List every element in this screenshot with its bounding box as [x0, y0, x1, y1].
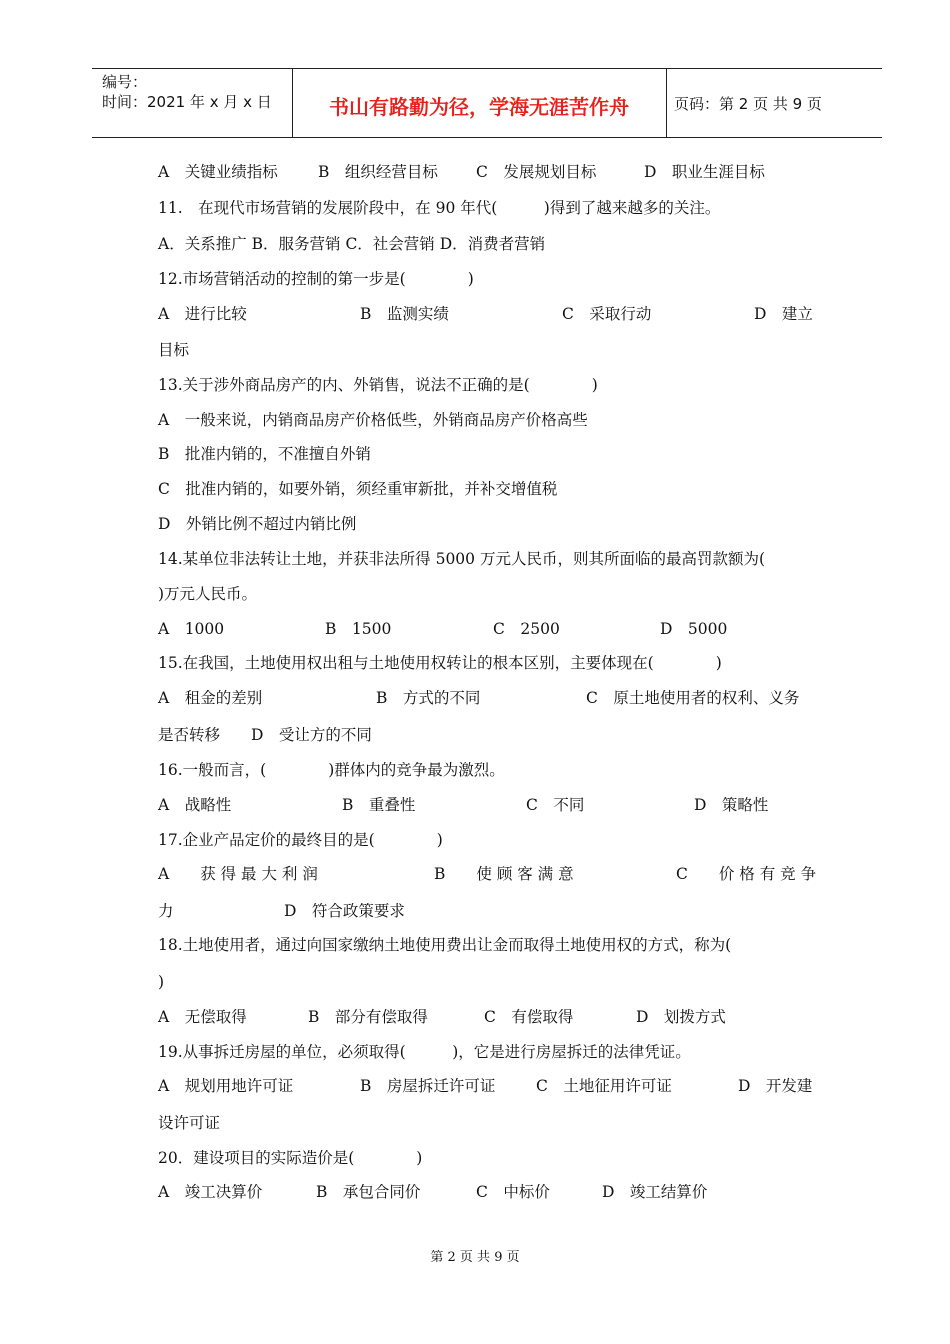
text-segment: A．关系推广 B．服务营销 C．社会营销 D．消费者营销	[158, 235, 546, 253]
text-segment: A 进行比较	[158, 305, 247, 323]
text-segment: C 批准内销的，如要外销，须经重审新批，并补交增值税	[158, 480, 558, 498]
text-segment: B 批准内销的，不准擅自外销	[158, 445, 371, 463]
text-segment: D 职业生涯目标	[644, 163, 765, 181]
text-segment: 力	[158, 902, 174, 920]
text-segment: A 关键业绩指标	[158, 163, 278, 181]
text-segment: A 租金的差别	[158, 689, 263, 707]
text-segment: 18.土地使用者，通过向国家缴纳土地使用费出让金而取得土地使用权的方式，称为(	[158, 936, 732, 954]
text-segment: C 土地征用许可证	[536, 1077, 672, 1095]
text-segment: A 无偿取得	[158, 1008, 247, 1026]
text-segment: D 符合政策要求	[284, 902, 405, 920]
text-segment: 12.市场营销活动的控制的第一步是( )	[158, 270, 474, 288]
motto-text: 书山有路勤为径，学海无涯苦作舟	[329, 95, 629, 119]
text-segment: C 中标价	[476, 1183, 550, 1201]
text-segment: 11. 在现代市场营销的发展阶段中，在 90 年代( )得到了越来越多的关注。	[158, 199, 721, 217]
header-page-cell	[666, 69, 882, 137]
text-segment: D 5000	[660, 620, 728, 638]
page-header	[92, 68, 882, 138]
text-segment: 15.在我国，土地使用权出租与土地使用权转让的根本区别，主要体现在( )	[158, 654, 722, 672]
text-segment: D 外销比例不超过内销比例	[158, 515, 357, 533]
text-segment: 13.关于涉外商品房产的内、外销售，说法不正确的是( )	[158, 376, 598, 394]
page-footer: 第 2 页 共 9 页	[430, 1250, 520, 1265]
text-segment: D 策略性	[694, 796, 769, 814]
time-label: 时间：2021 年 x 月 x 日	[102, 93, 272, 111]
text-segment: B 重叠性	[342, 796, 416, 814]
text-segment: A 规划用地许可证	[158, 1077, 294, 1095]
text-segment: C 有偿取得	[484, 1008, 574, 1026]
text-segment: 目标	[158, 341, 190, 359]
page-info: 页码：第 2 页 共 9 页	[674, 95, 822, 113]
text-segment: B 1500	[325, 620, 392, 638]
text-segment: D 划拨方式	[636, 1008, 726, 1026]
text-segment: 20．建设项目的实际造价是( )	[158, 1149, 423, 1167]
text-segment: B 方式的不同	[376, 689, 481, 707]
text-segment: A 战略性	[158, 796, 232, 814]
text-segment: D 竣工结算价	[602, 1183, 708, 1201]
header-motto-cell	[292, 69, 667, 137]
text-segment: 16.一般而言，( )群体内的竞争最为激烈。	[158, 761, 505, 779]
text-segment: B 房屋拆迁许可证	[360, 1077, 496, 1095]
text-segment: 14.某单位非法转让土地，并获非法所得 5000 万元人民币，则其所面临的最高罚款额为(	[158, 550, 766, 568]
text-segment: C 采取行动	[562, 305, 652, 323]
text-segment: )	[158, 973, 165, 991]
text-segment: B 部分有偿取得	[308, 1008, 428, 1026]
text-segment: C 不同	[526, 796, 585, 814]
header-meta-cell	[92, 69, 293, 137]
text-segment: 19.从事拆迁房屋的单位，必须取得( )，它是进行房屋拆迁的法律凭证。	[158, 1043, 691, 1061]
text-segment: A 竣工决算价	[158, 1183, 263, 1201]
text-segment: B 监测实绩	[360, 305, 449, 323]
text-segment: 设许可证	[158, 1114, 221, 1132]
text-segment: B 组织经营目标	[318, 163, 438, 181]
text-segment: C 发展规划目标	[476, 163, 597, 181]
text-segment: C 原土地使用者的权利、义务	[586, 689, 800, 707]
text-segment: C 价 格 有 竞 争	[676, 865, 817, 883]
text-segment: 17.企业产品定价的最终目的是( )	[158, 831, 443, 849]
text-segment: A 一般来说，内销商品房产价格低些，外销商品房产价格高些	[158, 411, 588, 429]
text-segment: D 开发建	[738, 1077, 813, 1095]
text-segment: C 2500	[493, 620, 560, 638]
text-segment: )万元人民币。	[158, 585, 258, 603]
text-segment: B 承包合同价	[316, 1183, 421, 1201]
text-segment: A 获 得 最 大 利 润	[158, 865, 318, 883]
number-label: 编号：	[102, 73, 148, 91]
text-segment: 是否转移 D 受让方的不同	[158, 726, 372, 744]
text-segment: B 使 顾 客 满 意	[434, 865, 574, 883]
text-segment: D 建立	[754, 305, 813, 323]
text-segment: A 1000	[158, 620, 225, 638]
